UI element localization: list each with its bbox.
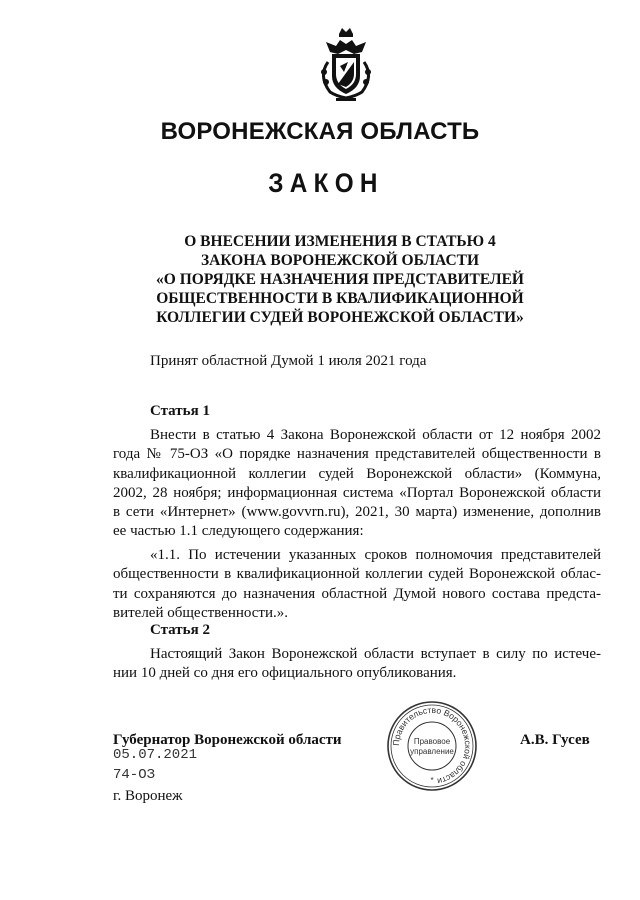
- seal-center-line: управление: [410, 747, 454, 756]
- seal-center-line: Правовое: [413, 737, 451, 746]
- law-title-line: КОЛЛЕГИИ СУДЕЙ ВОРОНЕЖСКОЙ ОБЛАСТИ»: [156, 309, 524, 326]
- region-heading: ВОРОНЕЖСКАЯ ОБЛАСТЬ: [160, 118, 480, 145]
- svg-text:Правительство Воронежской обла: Правительство Воронежской области: [390, 704, 474, 787]
- text-line: Внести в статью 4 Закона Воронежской области от 12 ноября 2002: [150, 427, 601, 443]
- text-line: года № 75-ОЗ «О порядке назначения представителей общественности в: [113, 446, 601, 463]
- text-line: квалификационной коллегии судей Воронежской области» (Коммуна,: [113, 465, 601, 482]
- document-type-heading: ЗАКОН: [268, 168, 384, 198]
- text-line: ее частью 1.1 следующего содержания:: [113, 523, 364, 540]
- coat-of-arms-icon: [306, 26, 386, 106]
- article-1-heading: Статья 1: [150, 403, 210, 419]
- law-title-line: ОБЩЕСТВЕННОСТИ В КВАЛИФИКАЦИОННОЙ: [156, 290, 524, 307]
- article-1-text: [113, 426, 601, 542]
- article-1-quote: [113, 546, 601, 623]
- governor-name: А.В. Гусев: [520, 732, 590, 748]
- official-seal-icon: [386, 700, 478, 792]
- article-2-text: [113, 645, 601, 684]
- law-title-line: О ВНЕСЕНИИ ИЗМЕНЕНИЯ В СТАТЬЮ 4: [184, 233, 496, 250]
- text-line: нии 10 дней со дня его официального опубликования.: [113, 665, 457, 682]
- adoption-note: Принят областной Думой 1 июля 2021 года: [150, 353, 427, 369]
- law-title-line: «О ПОРЯДКЕ НАЗНАЧЕНИЯ ПРЕДСТАВИТЕЛЕЙ: [156, 271, 524, 288]
- law-title-line: ЗАКОНА ВОРОНЕЖСКОЙ ОБЛАСТИ: [200, 252, 480, 269]
- text-line: «1.1. По истечении указанных сроков полномочия представителей: [150, 547, 601, 563]
- seal-star: *: [430, 776, 434, 785]
- city: г. Воронеж: [113, 788, 183, 804]
- law-title: [120, 232, 560, 327]
- text-line: Настоящий Закон Воронежской области вступает в силу по истече-: [150, 646, 601, 662]
- law-number: 74-ОЗ: [113, 767, 156, 783]
- text-line: 2002, 28 ноября; информационная система «Портал Воронежской области: [113, 484, 601, 501]
- registration-date: 05.07.2021: [113, 747, 198, 763]
- article-2-heading: Статья 2: [150, 622, 210, 638]
- text-line: в сети «Интернет» (www.govvrn.ru), 2021, 30 марта) изменение, дополнив: [113, 504, 601, 521]
- text-line: ти сохраняются до назначения областной Думой нового состава предста-: [113, 585, 601, 602]
- governor-title: Губернатор Воронежской области: [113, 732, 342, 748]
- text-line: общественности в квалификационной коллегии судей Воронежской облас-: [113, 566, 601, 583]
- text-line: вителей общественности.».: [113, 604, 288, 621]
